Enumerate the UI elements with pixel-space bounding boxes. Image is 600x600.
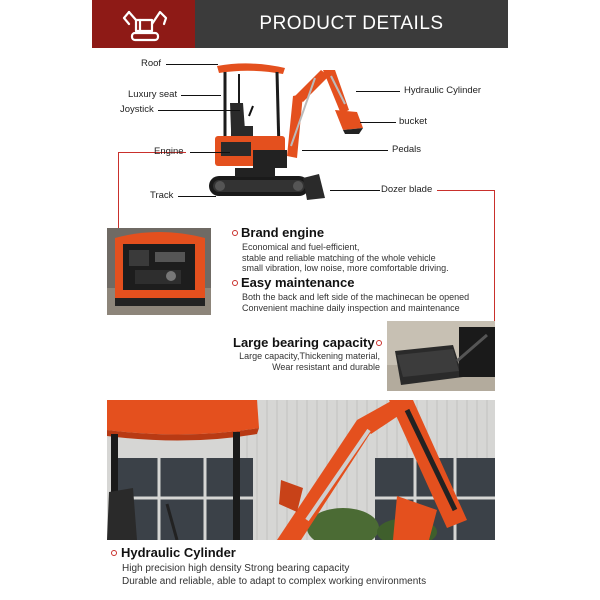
- engine-frame-left: [118, 152, 119, 228]
- label-joystick: Joystick: [120, 104, 154, 115]
- brand-engine-bullet: [232, 230, 238, 236]
- dozer-blade-line: [330, 190, 380, 191]
- dozer-frame-top: [437, 190, 495, 191]
- hydraulic-line-1: High precision high density Strong bearing capacity: [122, 563, 350, 574]
- bearing-capacity-title: Large bearing capacity: [233, 335, 375, 350]
- label-pedals: Pedals: [392, 144, 422, 155]
- label-bucket: bucket: [399, 116, 427, 127]
- brand-engine-line-1: Economical and fuel-efficient,: [242, 242, 360, 252]
- joystick-line: [158, 110, 240, 111]
- hydraulic-line-2: Durable and reliable, able to adapt to complex working environments: [122, 575, 427, 587]
- engine-photo: [107, 228, 211, 315]
- bearing-capacity-bullet: [376, 340, 382, 346]
- dozer-blade-photo: [387, 321, 495, 391]
- hydraulic-bullet: [111, 550, 117, 556]
- hydraulic-cylinder-line: [356, 91, 400, 92]
- label-luxury-seat: Luxury seat: [128, 89, 178, 100]
- dozer-frame-right: [494, 190, 495, 321]
- bearing-capacity-line-1: Large capacity,Thickening material,: [239, 351, 380, 361]
- easy-maintenance-text: [242, 292, 469, 313]
- hydraulic-cylinder-photo: [107, 400, 495, 540]
- easy-maintenance-title: Easy maintenance: [241, 275, 355, 290]
- label-roof: Roof: [141, 58, 162, 69]
- excavator-illustration: [195, 58, 385, 218]
- bearing-capacity-text: [232, 351, 380, 372]
- label-track: Track: [150, 190, 174, 201]
- pedals-line: [302, 150, 388, 151]
- label-dozer-blade: Dozer blade: [381, 184, 433, 195]
- luxury-seat-line: [181, 95, 221, 96]
- brand-engine-line-3: small vibration, low noise, more comfortable driving.: [242, 263, 449, 273]
- engine-line: [190, 152, 230, 153]
- bucket-line: [360, 122, 396, 123]
- label-hydraulic-cylinder: Hydraulic Cylinder: [404, 85, 482, 96]
- page-title: PRODUCT DETAILS: [259, 13, 444, 34]
- easy-maintenance-line-1: Both the back and left side of the machinecan be opened: [242, 292, 470, 302]
- roof-line: [166, 64, 218, 65]
- hydraulic-text: [122, 563, 426, 588]
- track-line: [178, 196, 216, 197]
- excavator-icon: [120, 6, 170, 44]
- easy-maintenance-line-2: Convenient machine daily inspection and maintenance: [242, 302, 460, 313]
- brand-engine-line-2: stable and reliable matching of the whole vehicle: [242, 252, 436, 263]
- brand-engine-title: Brand engine: [241, 225, 325, 240]
- easy-maintenance-bullet: [232, 280, 238, 286]
- bearing-capacity-line-2: Wear resistant and durable: [272, 361, 380, 372]
- brand-engine-text: [242, 242, 449, 274]
- hydraulic-title: Hydraulic Cylinder: [121, 545, 236, 560]
- label-engine: Engine: [154, 146, 184, 157]
